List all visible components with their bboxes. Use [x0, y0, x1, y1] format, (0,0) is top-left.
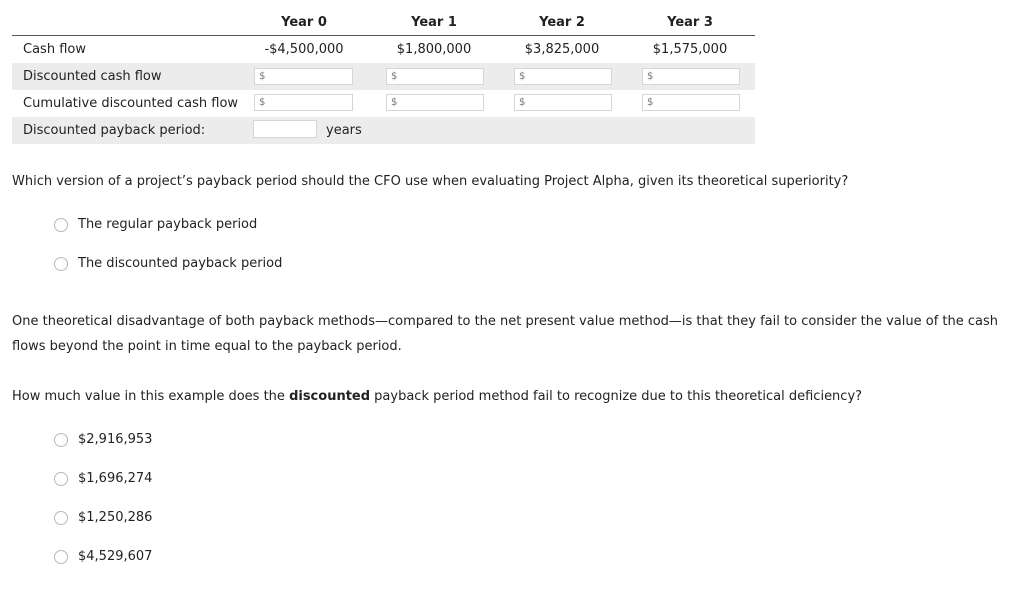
header-year-2: Year 2	[539, 15, 585, 30]
discounted-cf-input-year-0[interactable]: $	[254, 68, 353, 85]
discounted-cf-input-year-3[interactable]: $	[642, 68, 740, 85]
question-text-after: payback period method fail to recognize due to this theoretical deficiency?	[370, 389, 863, 404]
payback-unit-label: years	[326, 123, 362, 138]
option-label: The regular payback period	[78, 217, 258, 232]
cumulative-input-year-1[interactable]: $	[386, 94, 484, 111]
row-cash-flow	[12, 36, 755, 63]
question-payback-version: Which version of a project’s payback period should the CFO use when evaluating Project Alpha, given its theoretical superiority?	[12, 174, 849, 189]
radio-button-icon[interactable]	[54, 472, 68, 486]
header-year-1: Year 1	[411, 15, 457, 30]
radio-button-icon[interactable]	[54, 218, 68, 232]
cash-flow-year-3: $1,575,000	[652, 42, 728, 57]
discounted-cf-input-year-2[interactable]: $	[514, 68, 612, 85]
question-emphasis: discounted	[289, 389, 371, 404]
radio-button-icon[interactable]	[54, 550, 68, 564]
paragraph-line-2: flows beyond the point in time equal to the payback period.	[12, 339, 402, 354]
cash-flow-year-1: $1,800,000	[396, 42, 472, 57]
question-value-not-recognized	[12, 384, 862, 409]
radio-button-icon[interactable]	[54, 257, 68, 271]
row-label-discounted-cash-flow: Discounted cash flow	[23, 69, 162, 84]
header-year-0: Year 0	[281, 15, 327, 30]
header-year-3: Year 3	[667, 15, 713, 30]
cumulative-input-year-0[interactable]: $	[254, 94, 353, 111]
row-label-payback: Discounted payback period:	[23, 123, 206, 138]
row-discounted-payback	[12, 117, 755, 144]
option-label: $4,529,607	[78, 549, 153, 564]
cash-flow-year-2: $3,825,000	[524, 42, 600, 57]
cumulative-input-year-2[interactable]: $	[514, 94, 612, 111]
radio-button-icon[interactable]	[54, 511, 68, 525]
row-label-cash-flow: Cash flow	[23, 42, 86, 57]
option-label: $1,696,274	[78, 471, 153, 486]
row-cumulative-discounted-cash-flow	[12, 90, 755, 117]
radio-button-icon[interactable]	[54, 433, 68, 447]
row-label-cumulative: Cumulative discounted cash flow	[23, 96, 239, 111]
option-label: $1,250,286	[78, 510, 153, 525]
paragraph-line-1: One theoretical disadvantage of both payback methods—compared to the net present value method—is that they fail to consider the value of the cash	[12, 314, 999, 329]
disadvantage-paragraph	[12, 309, 998, 359]
cash-flow-year-0: -$4,500,000	[264, 42, 344, 57]
discounted-cf-input-year-1[interactable]: $	[386, 68, 484, 85]
option-label: The discounted payback period	[78, 256, 283, 271]
payback-period-input[interactable]	[253, 120, 317, 138]
cumulative-input-year-3[interactable]: $	[642, 94, 740, 111]
row-discounted-cash-flow	[12, 63, 755, 90]
option-label: $2,916,953	[78, 432, 153, 447]
question-text-before: How much value in this example does the	[12, 389, 290, 404]
